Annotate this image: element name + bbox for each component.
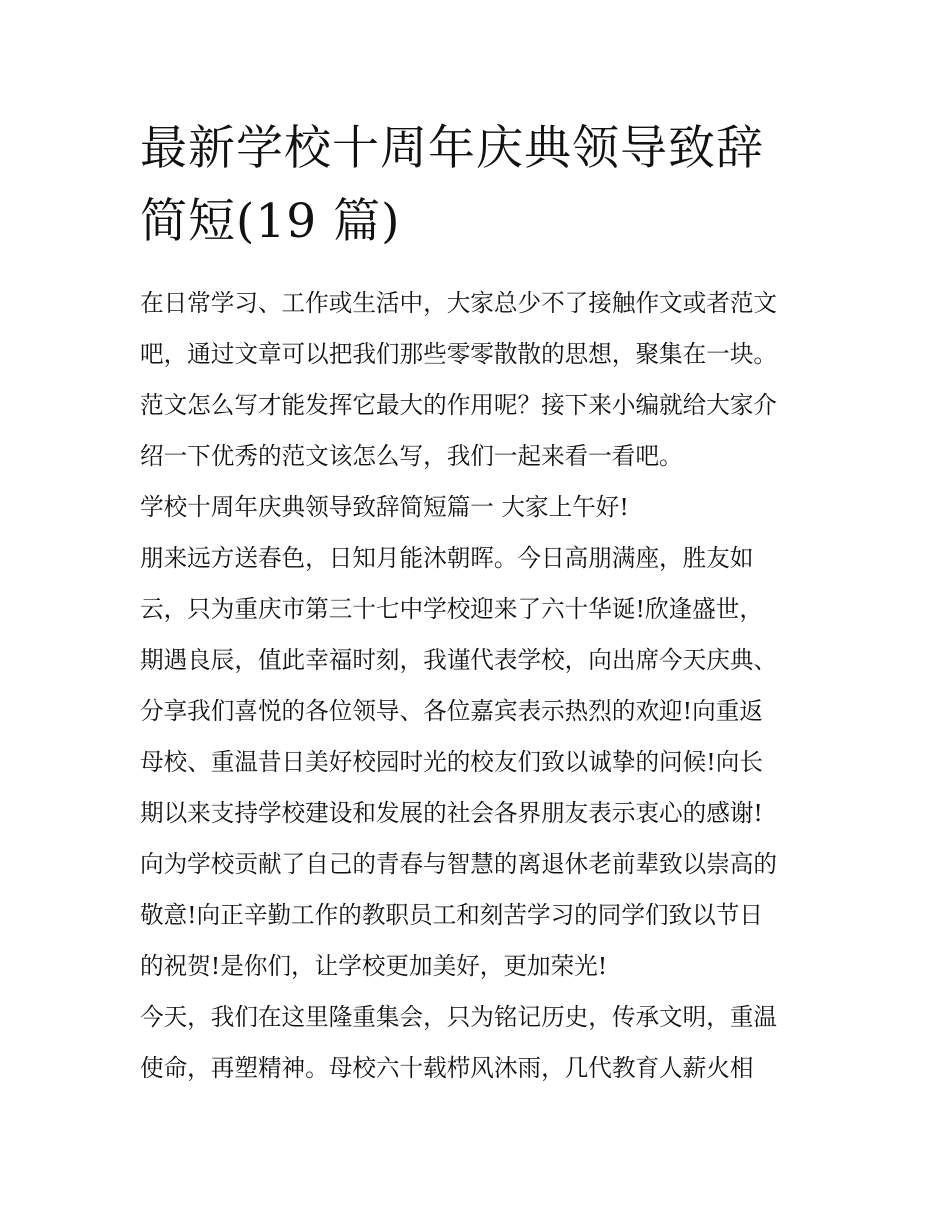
body-line: 期以来支持学校建设和发展的社会各界朋友表示衷心的感谢! [140,799,763,827]
body-line: 云，只为重庆市第三十七中学校迎来了六十华诞!欣逢盛世， [140,595,763,623]
body-line: 朋来远方送春色，日知月能沐朝晖。今日高朋满座，胜友如 [140,544,754,572]
body-line: 使命，再塑精神。母校六十载栉风沐雨，几代教育人薪火相 [140,1054,754,1082]
body-line: 在日常学习、工作或生活中，大家总少不了接触作文或者范文 [140,289,778,317]
body-line: 期遇良辰，值此幸福时刻，我谨代表学校，向出席今天庆典、 [140,646,778,674]
section-heading-line: 学校十周年庆典领导致辞简短篇一 大家上午好! [140,493,629,521]
body-line: 范文怎么写才能发挥它最大的作用呢？接下来小编就给大家介 [140,391,778,419]
body-line: 的祝贺!是你们，让学校更加美好，更加荣光! [140,952,608,980]
title-line-1: 最新学校十周年庆典领导致辞 [140,121,764,176]
body-line: 吧，通过文章可以把我们那些零零散散的思想，聚集在一块。 [140,340,778,368]
body-line: 分享我们喜悦的各位领导、各位嘉宾表示热烈的欢迎!向重返 [140,697,763,725]
body-line: 绍一下优秀的范文该怎么写，我们一起来看一看吧。 [140,442,683,470]
title-line-2: 简短(19 篇) [140,194,401,249]
document-body [140,278,830,1094]
body-line: 敬意!向正辛勤工作的教职员工和刻苦学习的同学们致以节日 [140,901,763,929]
body-line: 今天，我们在这里隆重集会，只为铭记历史，传承文明，重温 [140,1003,778,1031]
document-title [140,112,830,258]
body-line: 母校、重温昔日美好校园时光的校友们致以诚挚的问候!向长 [140,748,763,776]
body-line: 向为学校贡献了自己的青春与智慧的离退休老前辈致以崇高的 [140,850,778,878]
